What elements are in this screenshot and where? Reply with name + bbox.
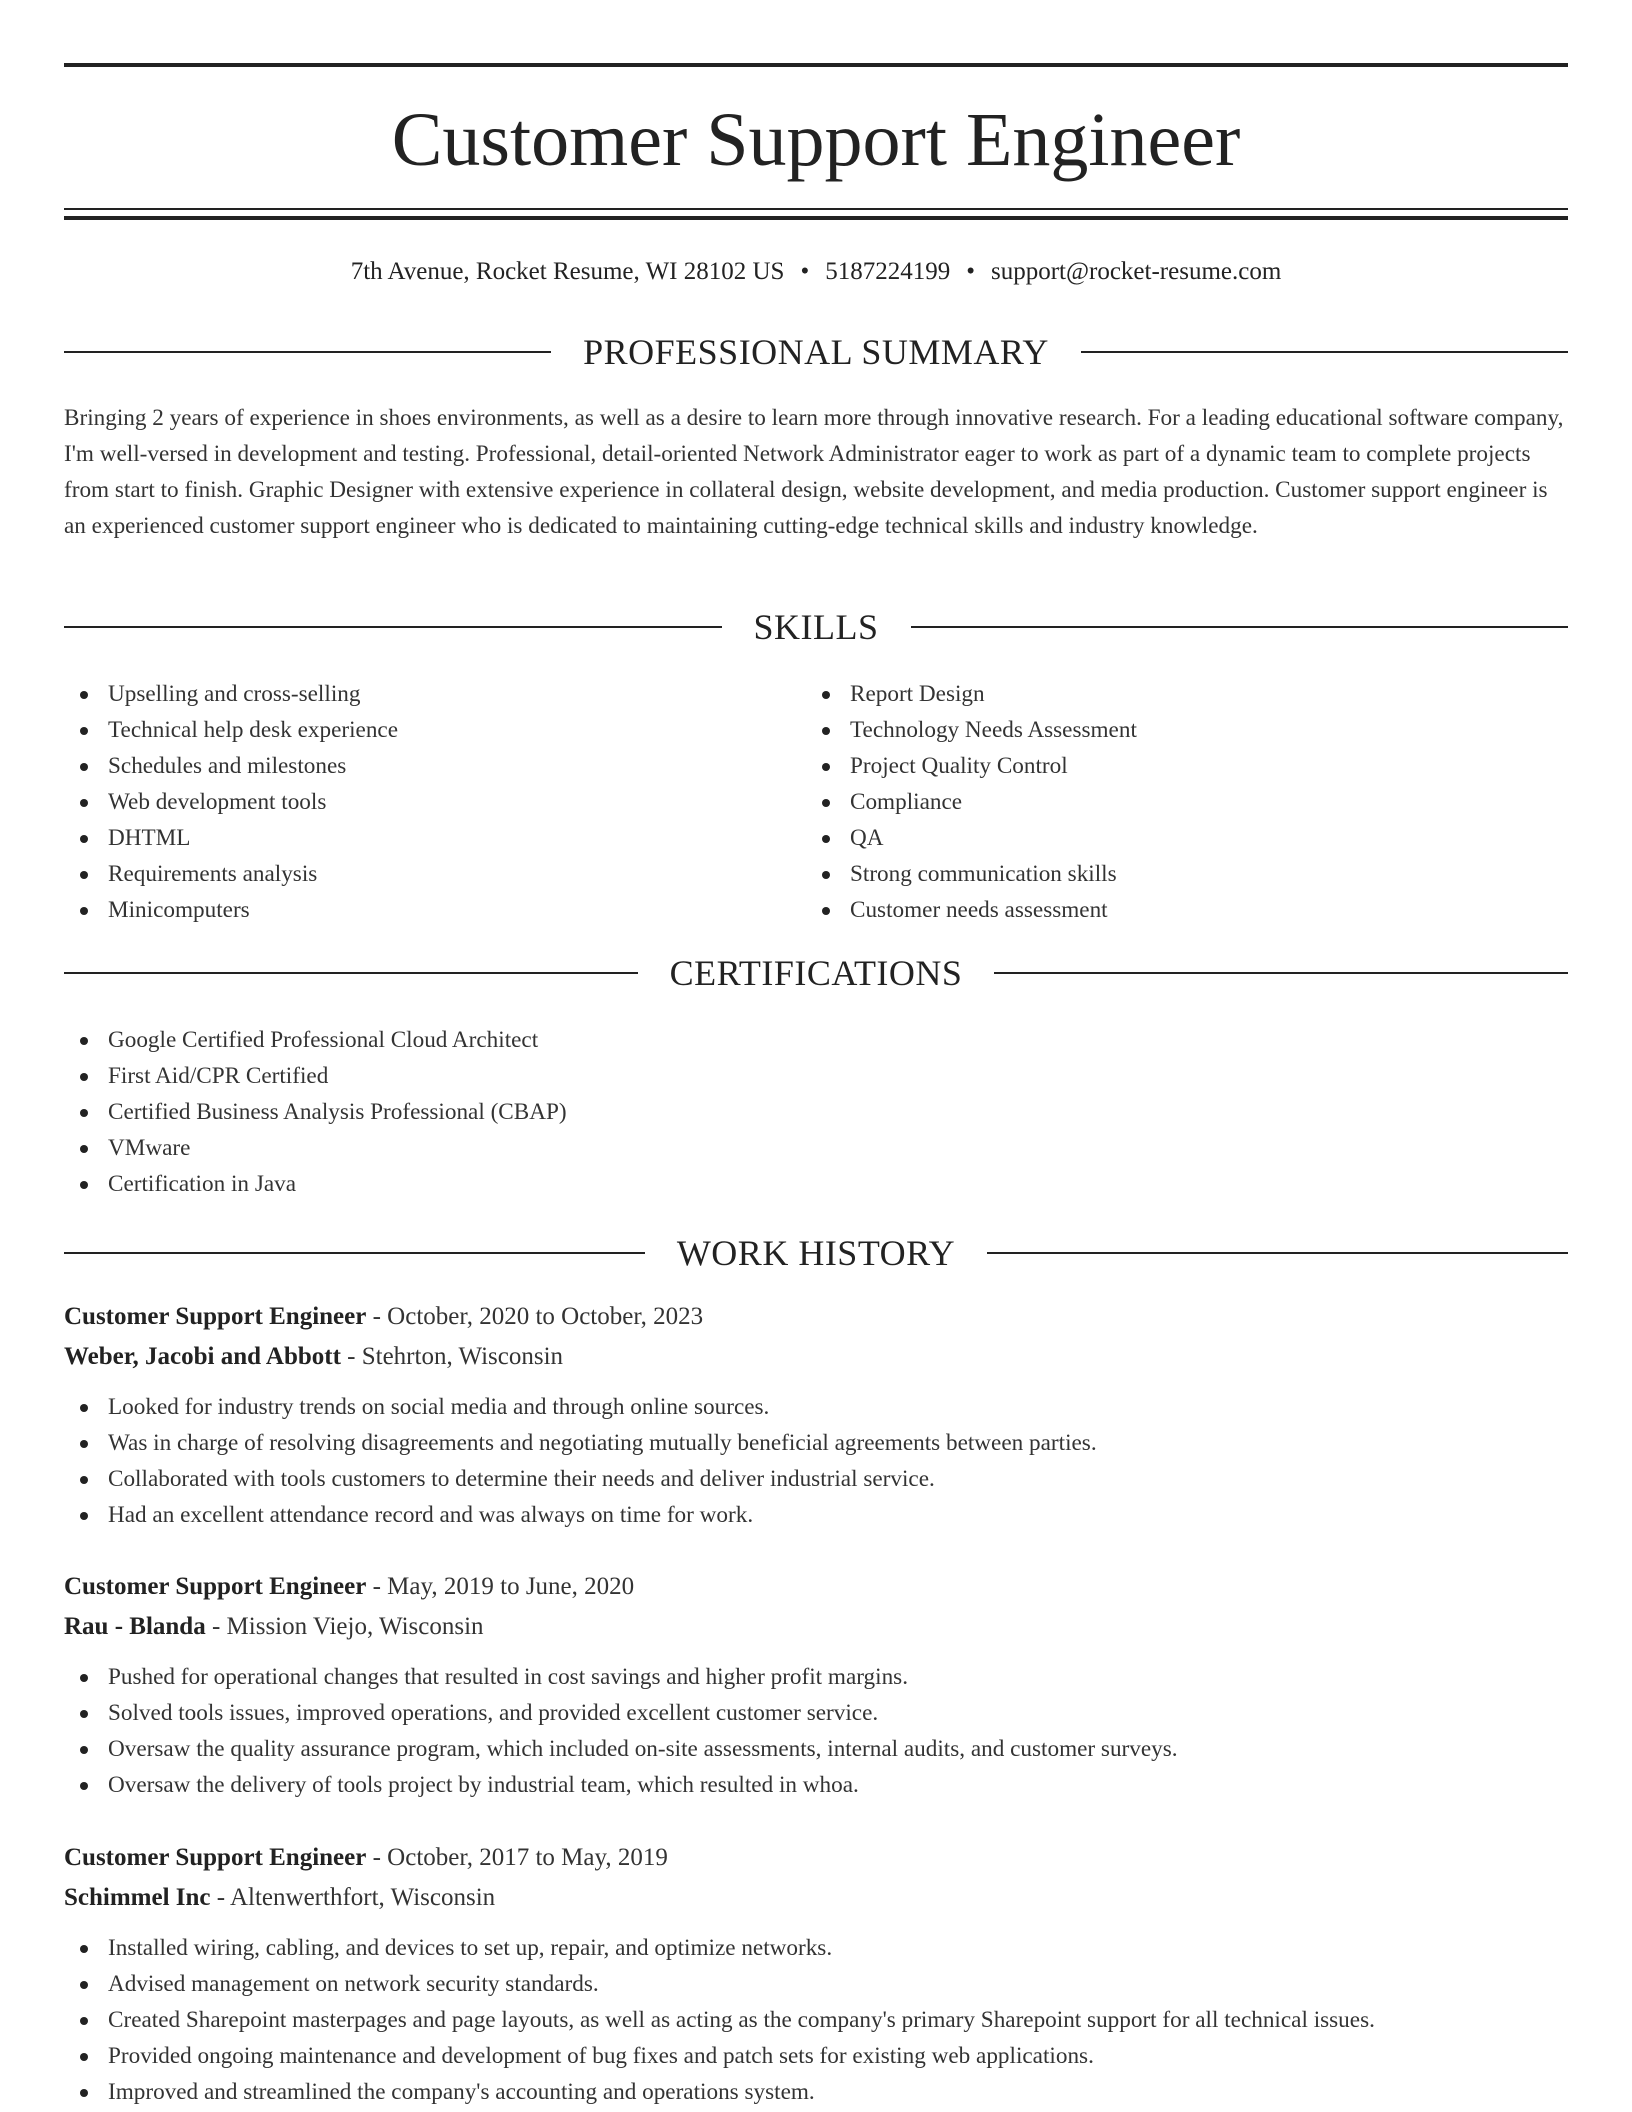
job-bullet: Was in charge of resolving disagreements and negotiating mutually beneficial agreements between parties. (64, 1425, 1568, 1461)
skill-item: DHTML (64, 820, 804, 856)
contact-phone: 5187224199 (825, 258, 951, 285)
contact-separator: • (800, 258, 810, 285)
job-title: Customer Support Engineer (64, 1573, 367, 1600)
skill-item: Customer needs assessment (806, 892, 1566, 928)
job-bullet: Oversaw the delivery of tools project by industrial team, which resulted in whoa. (64, 1767, 1568, 1803)
summary-text: Bringing 2 years of experience in shoes environments, as well as a desire to learn more through innovative research. For a leading educational software company, I'm well-versed in development and testing. Professional, detail-oriented Network Administrator eager to work as part of a dynamic team to complete projects from start to finish. Graphic Designer with extensive experience in collateral design, website development, and media production. Customer support engineer is an experienced customer support engineer who is dedicated to maintaining cutting-edge technical skills and industry knowledge. (64, 405, 1564, 539)
skill-item: Technical help desk experience (64, 712, 804, 748)
skills-list-right (806, 676, 1566, 928)
skill-item: Strong communication skills (806, 856, 1566, 892)
section-heading-summary (64, 330, 1568, 374)
certifications-list (64, 1022, 1564, 1202)
skill-item: Report Design (806, 676, 1566, 712)
skill-item: Minicomputers (64, 892, 804, 928)
job-title-line: Customer Support Engineer - October, 2020 to October, 2023 (64, 1303, 704, 1330)
job-entry (64, 1297, 1568, 1533)
job-bullet: Created Sharepoint masterpages and page layouts, as well as acting as the company's primary Sharepoint support for all technical issues. (64, 2002, 1568, 2038)
job-bullet: Improved and streamlined the company's accounting and operations system. (64, 2074, 1568, 2110)
section-heading-label: WORK HISTORY (676, 1233, 956, 1273)
certification-item: Google Certified Professional Cloud Architect (64, 1022, 1564, 1058)
skill-item: Project Quality Control (806, 748, 1566, 784)
job-bullet: Had an excellent attendance record and was always on time for work. (64, 1497, 1568, 1533)
top-rule (64, 63, 1568, 67)
job-company: Schimmel Inc (64, 1884, 211, 1911)
heading-rule-right (911, 626, 1569, 628)
job-entry (64, 1838, 1568, 2110)
section-heading-label: SKILLS (753, 607, 879, 647)
certification-item: First Aid/CPR Certified (64, 1058, 1564, 1094)
section-heading-skills (64, 605, 1568, 649)
job-company-line: Schimmel Inc - Altenwerthfort, Wisconsin (64, 1884, 496, 1911)
skill-item: Schedules and milestones (64, 748, 804, 784)
certification-item: VMware (64, 1130, 1564, 1166)
skill-item: Web development tools (64, 784, 804, 820)
section-heading-label: CERTIFICATIONS (669, 953, 963, 993)
job-bullets (64, 1930, 1568, 2110)
job-title-line: Customer Support Engineer - October, 2017 to May, 2019 (64, 1844, 668, 1871)
skill-item: Technology Needs Assessment (806, 712, 1566, 748)
contact-address: 7th Avenue, Rocket Resume, WI 28102 US (350, 258, 785, 285)
job-dates: October, 2017 to May, 2019 (387, 1844, 668, 1871)
contact-separator: • (966, 258, 975, 285)
resume-title: Customer Support Engineer (391, 98, 1241, 182)
skill-item: Compliance (806, 784, 1566, 820)
job-bullet: Collaborated with tools customers to determine their needs and deliver industrial service. (64, 1461, 1568, 1497)
job-company-line: Weber, Jacobi and Abbott - Stehrton, Wisconsin (64, 1343, 564, 1370)
section-heading-certifications (64, 951, 1568, 995)
job-location: Mission Viejo, Wisconsin (226, 1613, 484, 1640)
section-heading-label: PROFESSIONAL SUMMARY (583, 332, 1049, 372)
job-company: Weber, Jacobi and Abbott (64, 1343, 341, 1370)
section-heading-work-history (64, 1231, 1568, 1275)
skill-item: Requirements analysis (64, 856, 804, 892)
certification-item: Certified Business Analysis Professional (CBAP) (64, 1094, 1564, 1130)
job-entry (64, 1567, 1568, 1803)
job-title: Customer Support Engineer (64, 1303, 367, 1330)
heading-rule-right (987, 1252, 1568, 1254)
job-bullets (64, 1659, 1568, 1803)
heading-rule-right (994, 972, 1568, 974)
heading-rule-right (1081, 351, 1568, 353)
job-bullets (64, 1389, 1568, 1533)
job-bullet: Provided ongoing maintenance and development of bug fixes and patch sets for existing web applications. (64, 2038, 1568, 2074)
job-location: Stehrton, Wisconsin (361, 1343, 564, 1370)
contact-line (64, 254, 1568, 290)
job-bullet: Installed wiring, cabling, and devices to set up, repair, and optimize networks. (64, 1930, 1568, 1966)
heading-rule-left (64, 1252, 645, 1254)
job-company-line: Rau - Blanda - Mission Viejo, Wisconsin (64, 1613, 484, 1640)
job-dates: May, 2019 to June, 2020 (387, 1573, 635, 1600)
heading-rule-left (64, 972, 638, 974)
heading-rule-left (64, 626, 722, 628)
job-title: Customer Support Engineer (64, 1844, 367, 1871)
title-double-rule (64, 208, 1568, 220)
skills-list-left (64, 676, 804, 928)
skill-item: QA (806, 820, 1566, 856)
job-bullet: Oversaw the quality assurance program, which included on-site assessments, internal audits, and customer surveys. (64, 1731, 1568, 1767)
job-title-line: Customer Support Engineer - May, 2019 to June, 2020 (64, 1573, 635, 1600)
contact-email[interactable]: support@rocket-resume.com (990, 258, 1282, 285)
job-bullet: Pushed for operational changes that resulted in cost savings and higher profit margins. (64, 1659, 1568, 1695)
job-bullet: Solved tools issues, improved operations, and provided excellent customer service. (64, 1695, 1568, 1731)
certification-item: Certification in Java (64, 1166, 1564, 1202)
job-dates: October, 2020 to October, 2023 (387, 1303, 704, 1330)
job-company: Rau - Blanda (64, 1613, 206, 1640)
job-bullet: Advised management on network security standards. (64, 1966, 1568, 2002)
job-bullet: Looked for industry trends on social media and through online sources. (64, 1389, 1568, 1425)
heading-rule-left (64, 351, 551, 353)
skill-item: Upselling and cross-selling (64, 676, 804, 712)
job-location: Altenwerthfort, Wisconsin (229, 1884, 496, 1911)
